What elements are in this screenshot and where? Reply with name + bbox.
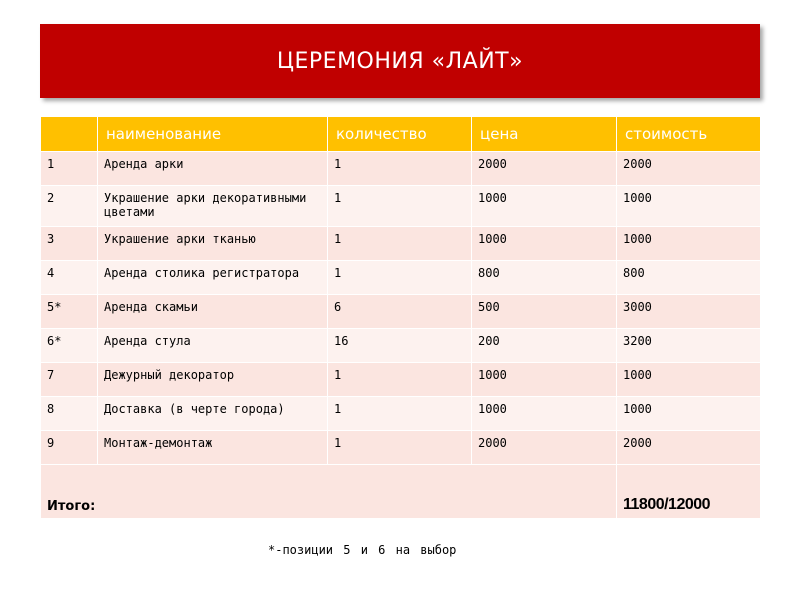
- row-name: Аренда арки: [98, 152, 328, 186]
- row-number: 3: [41, 227, 98, 261]
- row-name: Аренда столика регистратора: [98, 261, 328, 295]
- row-name: Аренда скамьи: [98, 295, 328, 329]
- total-label: Итого:: [47, 499, 96, 514]
- page-title: ЦЕРЕМОНИЯ «ЛАЙТ»: [276, 48, 524, 74]
- row-cost: 800: [617, 261, 761, 295]
- row-quantity: 1: [328, 431, 472, 465]
- total-row: [41, 465, 761, 519]
- table-row: [41, 431, 761, 465]
- row-number: 9: [41, 431, 98, 465]
- table-row: [41, 261, 761, 295]
- row-cost: 1000: [617, 227, 761, 261]
- row-name: Украшение арки тканью: [98, 227, 328, 261]
- row-number: 8: [41, 397, 98, 431]
- row-number: 6*: [41, 329, 98, 363]
- header-price: цена: [472, 117, 617, 152]
- row-quantity: 1: [328, 397, 472, 431]
- total-value: 11800/12000: [623, 496, 711, 513]
- table-header-row: [41, 117, 761, 152]
- header-number: [41, 117, 98, 152]
- table-row: [41, 363, 761, 397]
- row-price: 2000: [472, 152, 617, 186]
- row-price: 1000: [472, 397, 617, 431]
- row-quantity: 1: [328, 227, 472, 261]
- row-price: 1000: [472, 186, 617, 227]
- row-name: Украшение арки декоративными цветами: [98, 186, 328, 227]
- row-name: Аренда стула: [98, 329, 328, 363]
- row-quantity: 1: [328, 186, 472, 227]
- row-cost: 1000: [617, 363, 761, 397]
- table-row: [41, 329, 761, 363]
- row-quantity: 6: [328, 295, 472, 329]
- row-quantity: 16: [328, 329, 472, 363]
- row-price: 1000: [472, 227, 617, 261]
- row-name: Дежурный декоратор: [98, 363, 328, 397]
- header-cost: стоимость: [617, 117, 761, 152]
- row-cost: 3200: [617, 329, 761, 363]
- row-price: 800: [472, 261, 617, 295]
- row-number: 1: [41, 152, 98, 186]
- table-row: [41, 152, 761, 186]
- row-number: 5*: [41, 295, 98, 329]
- total-label-cell: [41, 465, 617, 519]
- row-cost: 1000: [617, 397, 761, 431]
- row-cost: 3000: [617, 295, 761, 329]
- footnote: *-позиции 5 и 6 на выбор: [268, 543, 457, 557]
- total-value-cell: [617, 465, 761, 519]
- row-quantity: 1: [328, 261, 472, 295]
- row-name: Доставка (в черте города): [98, 397, 328, 431]
- row-number: 7: [41, 363, 98, 397]
- table-row: [41, 295, 761, 329]
- price-table: [40, 116, 761, 519]
- row-cost: 2000: [617, 431, 761, 465]
- row-price: 1000: [472, 363, 617, 397]
- row-price: 2000: [472, 431, 617, 465]
- title-banner: [40, 24, 760, 98]
- row-number: 2: [41, 186, 98, 227]
- table-body: [41, 152, 761, 519]
- header-quantity: количество: [328, 117, 472, 152]
- header-name: наименование: [98, 117, 328, 152]
- row-name: Монтаж-демонтаж: [98, 431, 328, 465]
- row-cost: 2000: [617, 152, 761, 186]
- table-row: [41, 397, 761, 431]
- row-price: 500: [472, 295, 617, 329]
- row-cost: 1000: [617, 186, 761, 227]
- table-row: [41, 227, 761, 261]
- row-quantity: 1: [328, 152, 472, 186]
- row-quantity: 1: [328, 363, 472, 397]
- table-row: [41, 186, 761, 227]
- row-price: 200: [472, 329, 617, 363]
- row-number: 4: [41, 261, 98, 295]
